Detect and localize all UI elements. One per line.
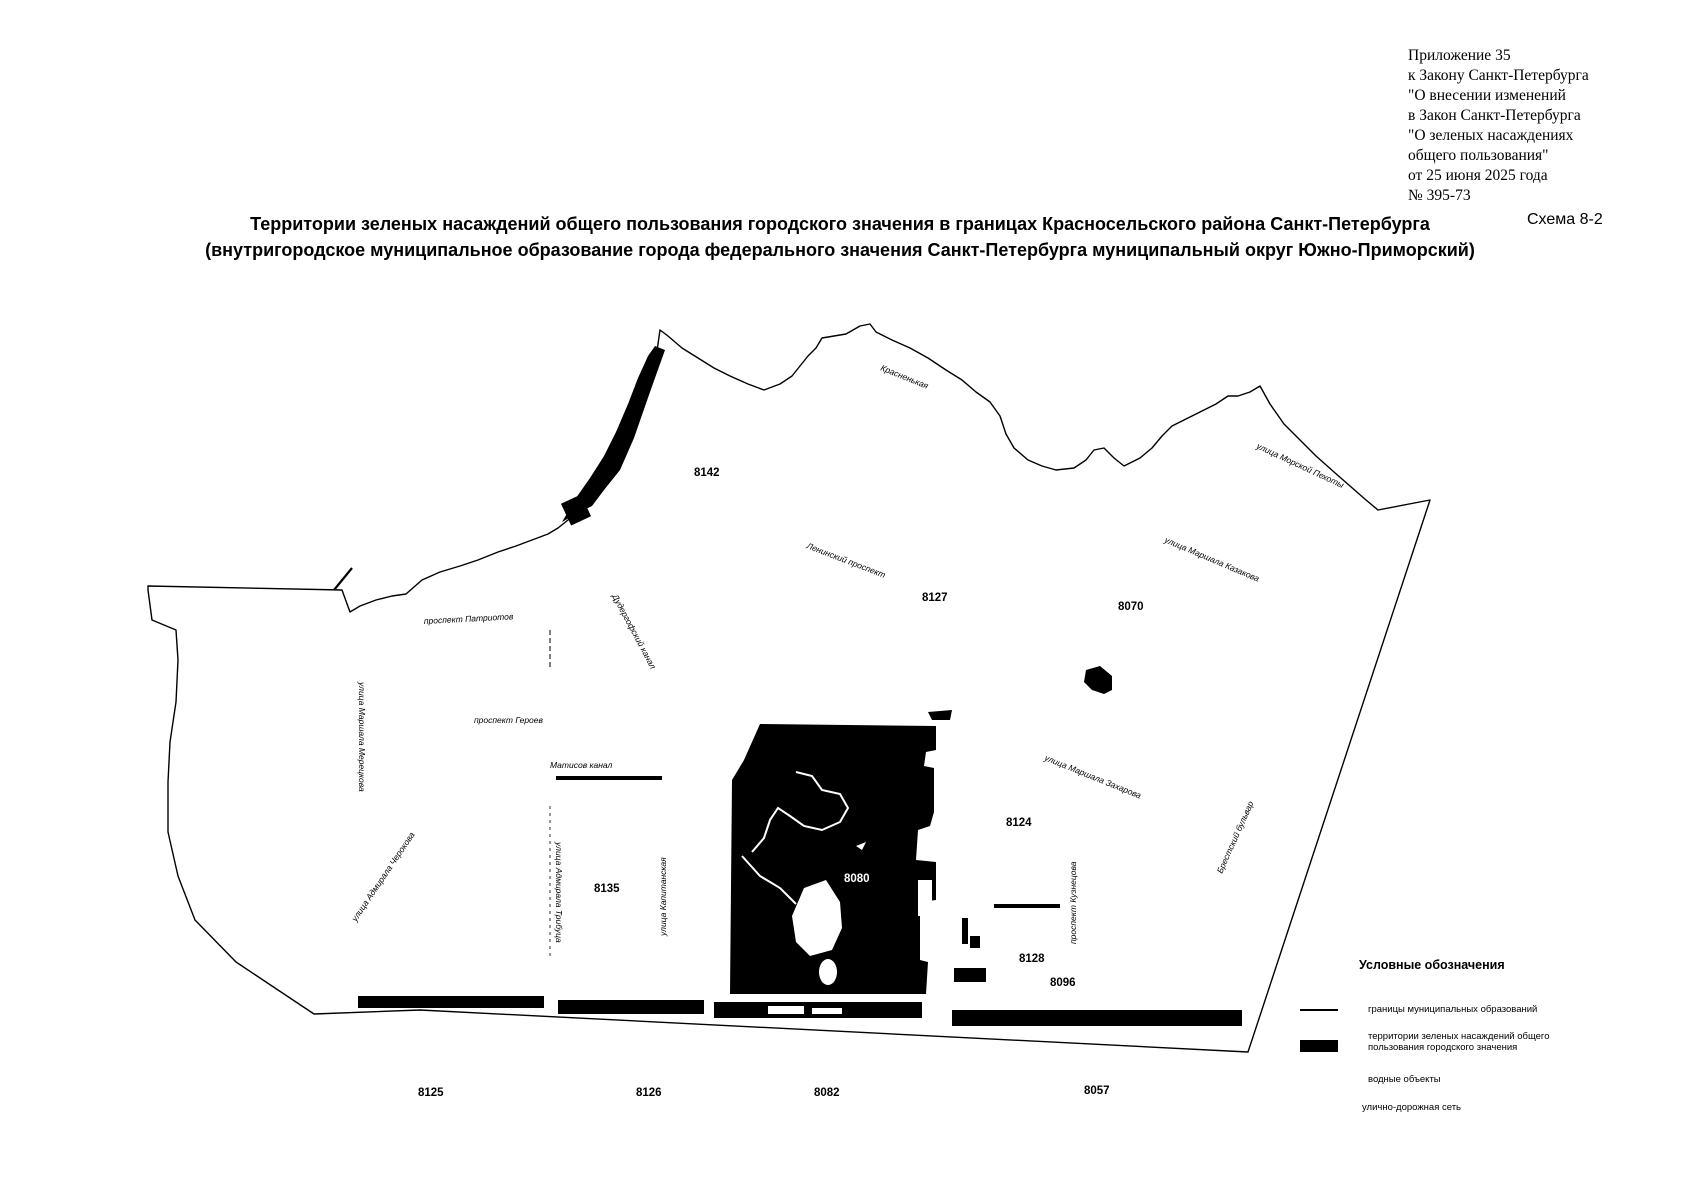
legend-item-boundary xyxy=(1300,997,1630,1027)
street-label-zakharova: улица Маршала Захарова xyxy=(1043,752,1143,801)
street-label-tributsa: улица Адмирала Трибуца xyxy=(554,842,564,943)
green-area-block xyxy=(994,904,1060,908)
green-area-south-strip xyxy=(558,1000,704,1014)
green-area-south-strip xyxy=(952,1010,1242,1026)
legend-item-label: территории зеленых насаждений общего пользования городского значения xyxy=(1368,1031,1550,1053)
appendix-line: от 25 июня 2025 года xyxy=(1408,167,1548,184)
street-label-geroev: проспект Героев xyxy=(474,715,543,725)
water-swatch xyxy=(1300,1077,1338,1089)
street-label-kapitanskaya: улица Капитанская xyxy=(658,857,668,936)
legend-item-green-areas xyxy=(1300,1030,1630,1060)
legend-item-label: водные объекты xyxy=(1368,1074,1441,1085)
zone-label-8124: 8124 xyxy=(1006,817,1032,829)
green-area-block xyxy=(954,968,986,982)
street-label-morskoy-pekhoty: улица Морской Пехоты xyxy=(1255,440,1346,490)
green-area-park-8080 xyxy=(730,724,936,994)
zone-label-8080: 8080 xyxy=(844,873,870,885)
legend-item-water xyxy=(1300,1067,1630,1097)
appendix-line: к Закону Санкт-Петербурга xyxy=(1408,67,1589,84)
legend-item-label: границы муниципальных образований xyxy=(1368,1004,1538,1015)
zone-label-8142: 8142 xyxy=(694,467,720,479)
street-label-leninsky: Ленинский проспект xyxy=(805,540,888,580)
scheme-label: Схема 8-2 xyxy=(1527,211,1603,228)
zone-label-8096: 8096 xyxy=(1050,977,1076,989)
zone-label-8057: 8057 xyxy=(1084,1085,1110,1097)
pier-line xyxy=(334,568,352,590)
zone-label-8128: 8128 xyxy=(1019,953,1045,965)
boundary-line-swatch xyxy=(1300,1009,1338,1011)
strip-gap xyxy=(812,1008,842,1014)
street-label-kuznetsova: проспект Кузнецова xyxy=(1068,861,1078,944)
zone-label-8082: 8082 xyxy=(814,1087,840,1099)
title-line-2: (внутригородское муниципальное образование города федерального значения Санкт-Петербурга муниципальный округ Южно-Приморский) xyxy=(205,240,1475,260)
strip-gap xyxy=(768,1006,804,1014)
legend-item-label: улично-дорожная сеть xyxy=(1362,1102,1462,1113)
appendix-line: № 395-73 xyxy=(1408,187,1471,204)
appendix-line: в Закон Санкт-Петербурга xyxy=(1408,107,1581,124)
zone-label-8125: 8125 xyxy=(418,1087,444,1099)
street-label-dudergofsky: Дудергофский канал xyxy=(610,592,659,671)
green-area-matisov-canal xyxy=(556,776,662,780)
green-area-south-strip xyxy=(358,996,544,1008)
appendix-line: общего пользования" xyxy=(1408,147,1549,164)
appendix-line: "О внесении изменений xyxy=(1408,87,1566,104)
street-label-krasnenkaya: Красненькая xyxy=(879,362,930,391)
park-building xyxy=(918,880,932,916)
legend-item-roads xyxy=(1300,1095,1630,1125)
appendix-line: "О зеленых насаждениях xyxy=(1408,127,1574,144)
legend-title: Условные обозначения xyxy=(1359,958,1505,972)
green-area-block xyxy=(962,918,968,944)
road-swatch xyxy=(1300,1105,1338,1117)
zone-label-8135: 8135 xyxy=(594,883,620,895)
appendix-line: Приложение 35 xyxy=(1408,47,1511,64)
zone-label-8127: 8127 xyxy=(922,592,948,604)
street-label-kazakova: улица Маршала Казакова xyxy=(1163,534,1261,584)
zone-label-8070: 8070 xyxy=(1118,601,1144,613)
zone-label-8126: 8126 xyxy=(636,1087,662,1099)
street-label-cherokova: улица Адмирала Черокова xyxy=(349,830,417,924)
street-label-brestsky: Брестский бульвар xyxy=(1214,799,1256,875)
street-label-meretskova: улица Маршала Мерецкова xyxy=(357,682,367,792)
street-label-matisov: Матисов канал xyxy=(550,760,613,770)
green-area-swatch xyxy=(1300,1040,1338,1052)
title-line-1: Территории зеленых насаждений общего пользования городского значения в границах Красносельского района Санкт-Петербурга xyxy=(250,214,1430,234)
water-pond-small xyxy=(819,959,837,985)
park-building xyxy=(918,842,930,860)
green-area-block xyxy=(970,936,980,948)
street-label-patriotov: проспект Патриотов xyxy=(423,611,514,626)
